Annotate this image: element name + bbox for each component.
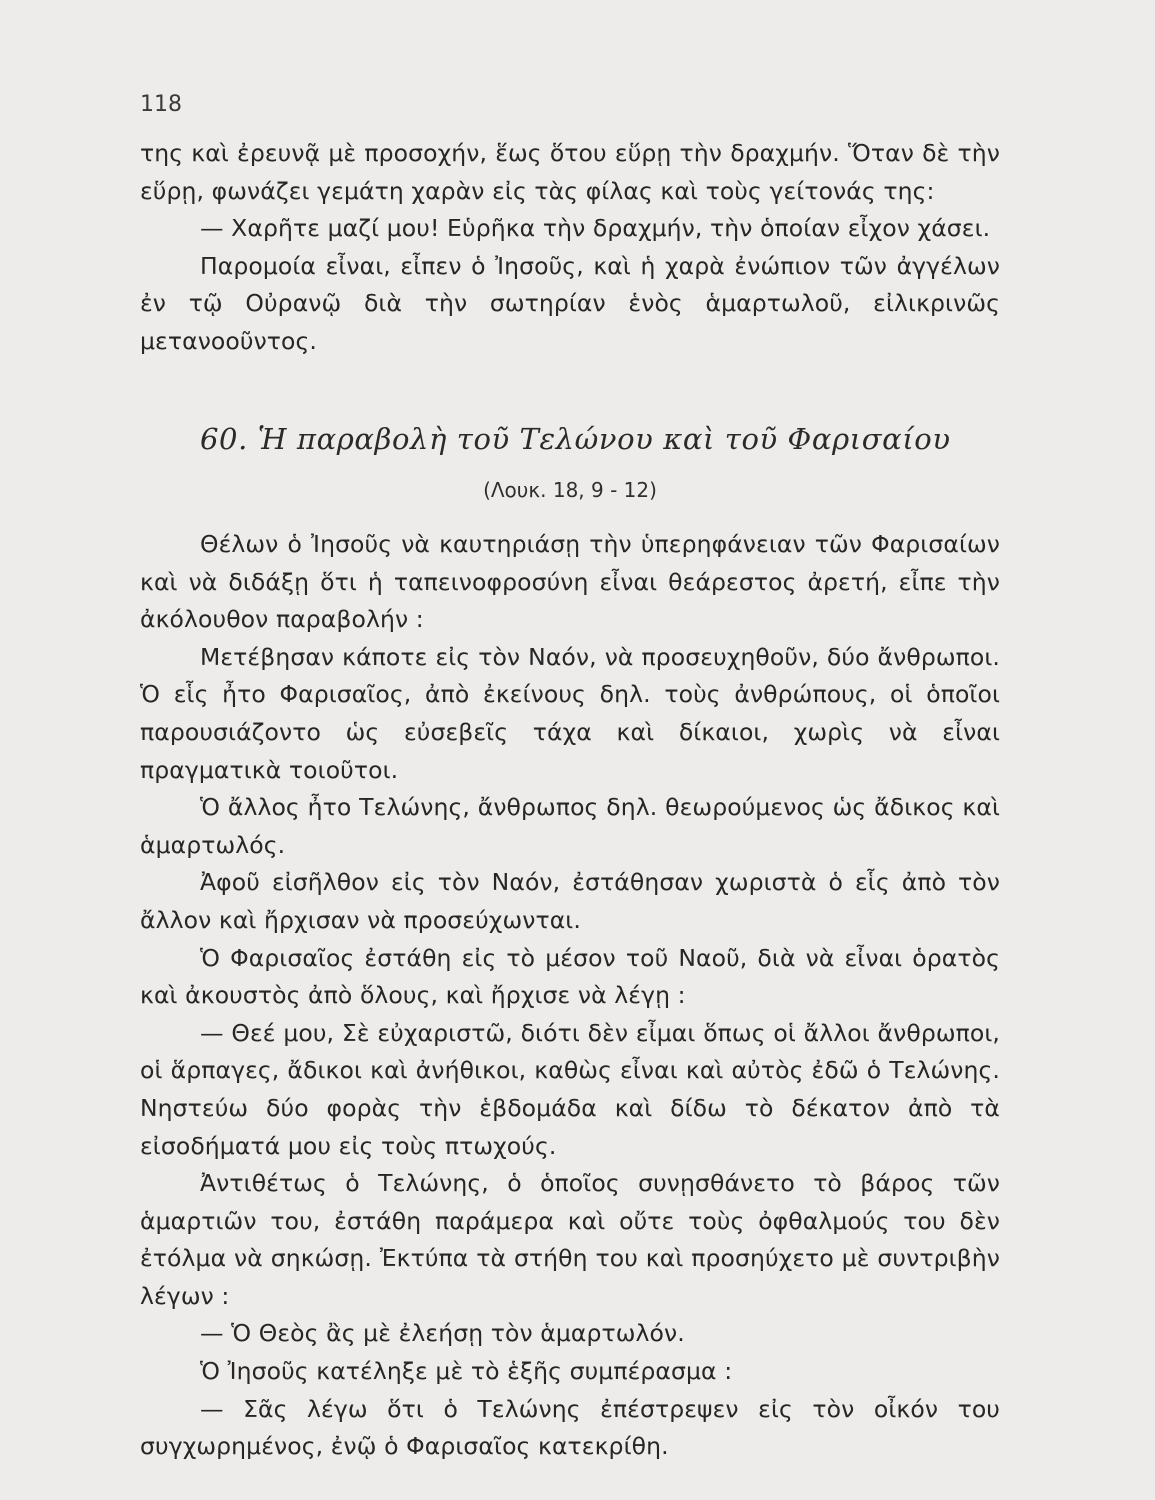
paragraph: — Ὁ Θεὸς ἂς μὲ ἐλεήσῃ τὸν ἁμαρτωλόν. — [200, 1319, 685, 1348]
intro-text — [140, 135, 1000, 361]
chapter-body — [140, 526, 1000, 1466]
paragraph: Ὁ Ἰησοῦς κατέληξε μὲ τὸ ἑξῆς συμπέρασμα : — [200, 1357, 733, 1386]
paragraph: Παρομοία εἶναι, εἶπεν ὁ Ἰησοῦς, καὶ ἡ χαρὰ ἐνώπιον τῶν ἀγγέλων ἐν τῷ Οὐρανῷ διὰ τὴν σωτηρίαν ἑνὸς ἁμαρτωλοῦ, εἰλικρινῶς μετανοοῦντος. — [140, 251, 1000, 355]
paragraph: της καὶ ἐρευνᾷ μὲ προσοχήν, ἕως ὅτου εὕρῃ τὴν δραχμήν. Ὅταν δὲ τὴν εὕρῃ, φωνάζει γεμάτη χαρὰν εἰς τὰς φίλας καὶ τοὺς γείτονάς της: — [140, 139, 1000, 205]
paragraph: Ὁ Φαρισαῖος ἐστάθη εἰς τὸ μέσον τοῦ Ναοῦ, διὰ νὰ εἶναι ὁρατὸς καὶ ἀκουστὸς ἀπὸ ὅλους, καὶ ἤρχισε νὰ λέγῃ : — [140, 943, 1000, 1010]
paragraph: Ὁ ἄλλος ἦτο Τελώνης, ἄνθρωπος δηλ. θεωρούμενος ὡς ἄδικος καὶ ἁμαρτωλός. — [140, 793, 1000, 859]
chapter-title: 60. Ἡ παραβολὴ τοῦ Τελώνου καὶ τοῦ Φαρισαίου — [200, 422, 951, 456]
paragraph: Ἀφοῦ εἰσῆλθον εἰς τὸν Ναόν, ἐστάθησαν χωριστὰ ὁ εἷς ἀπὸ τὸν ἄλλον καὶ ἤρχισαν νὰ προσεύχωνται. — [140, 868, 1000, 934]
paragraph: Ἀντιθέτως ὁ Τελώνης, ὁ ὁποῖος συνῃσθάνετο τὸ βάρος τῶν ἁμαρτιῶν του, ἐστάθη παράμερα καὶ οὔτε τοὺς ὀφθαλμούς του δὲν ἐτόλμα νὰ σηκώσῃ. Ἐκτύπα τὰ στήθη του καὶ προσηύχετο μὲ συντριβὴν λέγων : — [140, 1169, 1000, 1310]
paragraph: Μετέβησαν κάποτε εἰς τὸν Ναόν, νὰ προσευχηθοῦν, δύο ἄνθρωποι. Ὁ εἷς ἦτο Φαρισαῖος, ἀπὸ ἐκείνους δηλ. τοὺς ἀνθρώπους, οἱ ὁποῖοι παρουσιάζοντο ὡς εὐσεβεῖς τάχα καὶ δίκαιοι, χωρὶς νὰ εἶναι πραγματικὰ τοιοῦτοι. — [140, 642, 1000, 784]
chapter-reference: (Λουκ. 18, 9 - 12) — [483, 478, 657, 502]
paragraph: Θέλων ὁ Ἰησοῦς νὰ καυτηριάσῃ τὴν ὑπερηφάνειαν τῶν Φαρισαίων καὶ νὰ διδάξῃ ὅτι ἡ ταπεινοφροσύνη εἶναι θεάρεστος ἀρετή, εἶπε τὴν ἀκόλουθον παραβολήν : — [140, 530, 1000, 634]
paragraph: — Θεέ μου, Σὲ εὐχαριστῶ, διότι δὲν εἶμαι ὅπως οἱ ἄλλοι ἄνθρωποι, οἱ ἅρπαγες, ἄδικοι καὶ ἀνήθικοι, καθὼς εἶναι καὶ αὐτὸς ἐδῶ ὁ Τελώνης. Νηστεύω δύο φορὰς τὴν ἑβδομάδα καὶ δίδω τὸ δέκατον ἀπὸ τὰ εἰσοδήματά μου εἰς τοὺς πτωχούς. — [140, 1018, 1000, 1160]
page-number: 118 — [140, 92, 182, 117]
paragraph: — Χαρῆτε μαζί μου! Εὑρῆκα τὴν δραχμήν, τὴν ὁποίαν εἶχον χάσει. — [200, 214, 991, 243]
paragraph: — Σᾶς λέγω ὅτι ὁ Τελώνης ἐπέστρεψεν εἰς τὸν οἶκόν του συγχωρημένος, ἐνῷ ὁ Φαρισαῖος κατεκρίθη. — [140, 1394, 1000, 1461]
